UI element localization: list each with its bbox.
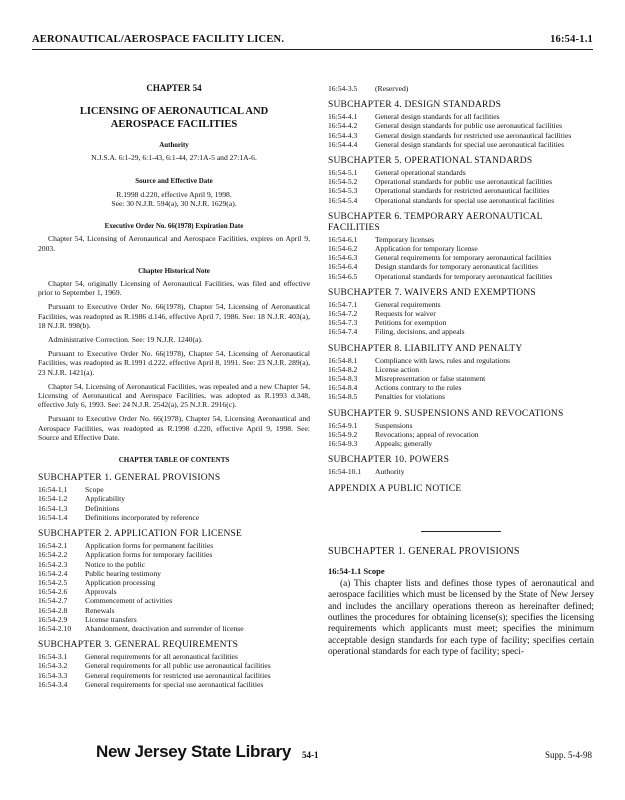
toc-subchapter-heading: SUBCHAPTER 10. POWERS: [328, 455, 450, 466]
toc-entry: [38, 560, 310, 569]
toc-entry-title: General design standards for all facilities: [375, 112, 500, 122]
toc-subchapter-heading: SUBCHAPTER 1. GENERAL PROVISIONS: [38, 473, 221, 484]
toc-entry-title: Compliance with laws, rules and regulations: [375, 355, 510, 365]
toc-entry: [328, 467, 594, 476]
chapter-title-line1: LICENSING OF AERONAUTICAL AND: [79, 106, 269, 118]
toc-entry-title: Approvals: [85, 587, 117, 597]
library-stamp: New Jersey State Library: [96, 742, 292, 761]
toc-entry-number: 16:54-8.2: [328, 364, 358, 374]
authority-text: N.J.S.A. 6:1-29, 6:1-43, 6:1-44, 27:1A-5 and 27:1A-6.: [91, 153, 257, 163]
toc-entry: [38, 680, 310, 689]
toc-entry-number: 16:54-1.3: [38, 503, 68, 513]
running-header: [32, 34, 593, 45]
history-heading: Chapter Historical Note: [138, 266, 210, 275]
toc-entry: [328, 112, 594, 121]
toc-entry-title: Actions contrary to the rules: [375, 383, 462, 393]
toc-entry: [328, 84, 594, 93]
supplement-date: Supp. 5-4-98: [545, 750, 592, 760]
toc-entry: [328, 421, 594, 430]
toc-entry: [38, 504, 310, 513]
toc-entry: [328, 244, 594, 253]
toc-entry-number: 16:54-5.2: [328, 177, 358, 187]
toc-entry-title: Operational standards for special use aeronautical facilities: [375, 195, 555, 205]
toc-entry-title: Abandonment, deactivation and surrender of license: [85, 623, 244, 633]
toc-entry-number: 16:54-4.2: [328, 121, 358, 131]
toc-subchapter-heading: SUBCHAPTER 9. SUSPENSIONS AND REVOCATIONS: [328, 408, 564, 419]
body-paragraph: (a) This chapter lists and defines those types of aeronautical and aerospace facilities which must be licensed by the State of New Jersey and includes the ancillary operations thereon as hereinafter defined; outlines the procedures for obtaining license(s); specifies the licensing requirements which applicants must meet; specifies the minimum acceptable design standards for each type of facility; specifies certain operational standards for each type of facility; speci-: [328, 578, 594, 658]
toc-entry-title: General requirements for all aeronautical facilities: [85, 652, 238, 662]
toc-subchapter-heading: SUBCHAPTER 2. APPLICATION FOR LICENSE: [38, 529, 243, 540]
body-subchapter-heading: SUBCHAPTER 1. GENERAL PROVISIONS: [328, 546, 520, 558]
toc-entry-title: Authority: [375, 467, 405, 477]
toc-entry-title: Operational standards for restricted aeronautical facilities: [375, 186, 550, 196]
toc-entry-title: Renewals: [85, 605, 115, 615]
toc-entry-title: Design standards for temporary aeronautical facilities: [375, 262, 538, 272]
toc-entry-title: General design standards for restricted use aeronautical facilities: [375, 130, 572, 140]
toc-entry: [38, 494, 310, 503]
toc-entry-title: General requirements for all public use aeronautical facilities: [85, 661, 271, 671]
toc-entry-title: Temporary licenses: [375, 234, 435, 244]
history-paragraph: Chapter 54, Licensing of Aeronautical Facilities, was repealed and a new Chapter 54, Licensing of Aeronautical and Aerospace Facilities, was adopted as R.1993 d.348, effective July 6, 1993. See: 24 N.J.R. 2542(a), 25 N.J.R. 2916(c).: [38, 381, 310, 410]
toc-entry-number: 16:54-6.3: [328, 253, 358, 263]
toc-entry-number: 16:54-2.5: [38, 577, 68, 587]
toc-entry-title: Petitions for exemption: [375, 318, 447, 328]
header-rule: [32, 49, 593, 50]
toc-left-list: [38, 473, 310, 689]
toc-entry: [328, 318, 594, 327]
toc-entry-title: General requirements for restricted use aeronautical facilities: [85, 670, 271, 680]
toc-entry: [328, 327, 594, 336]
toc-entry-number: 16:54-3.3: [38, 670, 68, 680]
chapter-label: CHAPTER 54: [146, 83, 202, 93]
toc-entry-number: 16:54-8.5: [328, 392, 358, 402]
toc-entry: [328, 392, 594, 401]
toc-entry-number: 16:54-1.4: [38, 512, 68, 522]
history-paragraph: Pursuant to Executive Order No. 66(1978), Chapter 54, Licensing of Aeronautical Facilities, was readopted as R.1991 d.222, effective April 8, 1991. See: 23 N.J.R. 289(a), 23 N.J.R. 1421(a).: [38, 349, 310, 377]
toc-entry-title: Operational standards for temporary aeronautical facilities: [375, 271, 553, 281]
right-column: [328, 84, 594, 659]
toc-entry-title: Application forms for temporary facilities: [85, 550, 213, 560]
toc-title: CHAPTER TABLE OF CONTENTS: [118, 456, 230, 465]
toc-entry-title: Application processing: [85, 577, 156, 587]
toc-entry-title: General operational standards: [375, 168, 466, 178]
toc-entry-number: 16:54-1.1: [38, 485, 68, 495]
toc-entry: [328, 356, 594, 365]
header-section-number: 16:54-1.1: [550, 34, 593, 45]
toc-entry-number: 16:54-7.4: [328, 327, 358, 337]
toc-entry: [328, 235, 594, 244]
toc-entry-title: General design standards for public use aeronautical facilities: [375, 121, 563, 131]
toc-entry-title: Definitions: [85, 503, 120, 513]
toc-entry-number: 16:54-8.1: [328, 355, 358, 365]
toc-entry: [38, 485, 310, 494]
toc-entry-title: License action: [375, 364, 420, 374]
history-paragraph: Chapter 54, originally Licensing of Aeronautical Facilities, was filed and effective prior to September 1, 1969.: [38, 279, 310, 298]
toc-entry-title: Filing, decisions, and appeals: [375, 327, 465, 337]
toc-entry: [328, 186, 594, 195]
toc-entry: [328, 121, 594, 130]
expiration-text: Chapter 54, Licensing of Aeronautical and Aerospace Facilities, expires on April 9, 2003.: [38, 234, 310, 253]
history-note: [38, 279, 310, 442]
toc-entry-title: Penalties for violations: [375, 392, 446, 402]
toc-entry-number: 16:54-2.8: [38, 605, 68, 615]
toc-entry-title: General requirements for temporary aeronautical facilities: [375, 253, 552, 263]
toc-entry: [38, 615, 310, 624]
toc-entry-number: 16:54-4.4: [328, 139, 358, 149]
toc-entry: [38, 550, 310, 559]
toc-entry: [328, 439, 594, 448]
toc-subchapter-heading: SUBCHAPTER 4. DESIGN STANDARDS: [328, 100, 502, 111]
toc-entry: [38, 624, 310, 633]
toc-entry-number: 16:54-2.4: [38, 568, 68, 578]
toc-entry-number: 16:54-7.2: [328, 309, 358, 319]
toc-entry: [328, 177, 594, 186]
toc-entry-number: 16:54-8.3: [328, 374, 358, 384]
toc-entry: [38, 587, 310, 596]
toc-entry-number: 16:54-7.3: [328, 318, 358, 328]
toc-entry-number: 16:54-6.2: [328, 244, 358, 254]
toc-entry-number: 16:54-5.1: [328, 168, 358, 178]
toc-entry-number: 16:54-5.4: [328, 195, 358, 205]
toc-entry: [328, 300, 594, 309]
toc-subchapter-heading: SUBCHAPTER 3. GENERAL REQUIREMENTS: [38, 640, 239, 651]
toc-entry-number: 16:54-4.1: [328, 112, 358, 122]
toc-entry-title: Definitions incorporated by reference: [85, 512, 200, 522]
toc-entry: [328, 383, 594, 392]
toc-entry: [328, 131, 594, 140]
toc-entry-title: General requirements: [375, 299, 441, 309]
toc-right-list: [328, 100, 594, 476]
toc-entry: [328, 374, 594, 383]
toc-subchapter-heading: SUBCHAPTER 5. OPERATIONAL STANDARDS: [328, 156, 533, 167]
toc-entry-number: 16:54-2.10: [38, 623, 72, 633]
toc-entry-number: 16:54-10.1: [328, 467, 362, 477]
toc-entry: [38, 661, 310, 670]
toc-entry: [328, 430, 594, 439]
toc-entry-number: 16:54-9.3: [328, 439, 358, 449]
source-heading: Source and Effective Date: [135, 176, 213, 185]
toc-entry: [328, 140, 594, 149]
toc-entry: [328, 262, 594, 271]
toc-entry-number: 16:54-6.5: [328, 271, 358, 281]
toc-entry-number: 16:54-2.7: [38, 596, 68, 606]
toc-entry-number: 16:54-8.4: [328, 383, 358, 393]
history-paragraph: Pursuant to Executive Order No. 66(1978), Chapter 54, Licensing Aeronautical and Aerospace Facilities, was readopted as R.1998 d.220, effective April 9, 1998. See: Source and Effective Date.: [38, 414, 310, 442]
toc-subchapter-heading: SUBCHAPTER 7. WAIVERS AND EXEMPTIONS: [328, 287, 536, 298]
toc-entry: [38, 578, 310, 587]
chapter-title: [38, 105, 310, 131]
toc-subchapter-heading: SUBCHAPTER 8. LIABILITY AND PENALTY: [328, 343, 523, 354]
toc-entry-title: Application forms for permanent facilities: [85, 541, 214, 551]
toc-entry-title: Commencement of activities: [85, 596, 173, 606]
toc-entry-number: 16:54-9.1: [328, 420, 358, 430]
toc-entry-number: 16:54-7.1: [328, 299, 358, 309]
toc-entry: [328, 168, 594, 177]
history-paragraph: Pursuant to Executive Order No. 66(1978), Chapter 54, Licensing of Aeronautical Facilities, was readopted as R.1986 d.146, effective April 7, 1986. See: 18 N.J.R. 403(a), 18 N.J.R. 998(b).: [38, 302, 310, 330]
section-divider: [421, 531, 501, 532]
toc-entry-title: Applicability: [85, 494, 126, 504]
toc-entry-number: 16:54-2.6: [38, 587, 68, 597]
toc-entry-title: Operational standards for public use aeronautical facilities: [375, 177, 553, 187]
toc-entry-title: Appeals; generally: [375, 439, 433, 449]
toc-entry-title: Public hearing testimony: [85, 568, 161, 578]
toc-entry-title: Scope: [85, 485, 104, 495]
toc-entry: [328, 196, 594, 205]
toc-entry-number: 16:54-2.9: [38, 614, 68, 624]
toc-entry-number: 16:54-6.1: [328, 234, 358, 244]
toc-entry-title: License transfers: [85, 614, 137, 624]
header-title: AERONAUTICAL/AEROSPACE FACILITY LICEN.: [32, 34, 285, 45]
toc-entry-number: 16:54-2.1: [38, 541, 68, 551]
toc-entry-number: 16:54-2.2: [38, 550, 68, 560]
toc-entry: [38, 569, 310, 578]
toc-entry-title: Requests for waiver: [375, 309, 436, 319]
toc-entry-number: 16:54-3.5: [328, 84, 358, 93]
toc-entry-number: 16:54-2.3: [38, 559, 68, 569]
toc-entry: [328, 272, 594, 281]
left-column: [38, 58, 310, 689]
toc-entry: [38, 596, 310, 605]
body-section-heading: 16:54-1.1 Scope: [328, 566, 385, 577]
toc-entry-title: Application for temporary license: [375, 244, 478, 254]
toc-subchapter-heading: SUBCHAPTER 6. TEMPORARY AERONAUTICAL FACILITIES: [328, 211, 543, 233]
toc-entry-title: General requirements for special use aeronautical facilities: [85, 679, 264, 689]
toc-entry-number: 16:54-3.1: [38, 652, 68, 662]
toc-entry: [38, 513, 310, 522]
toc-entry-title: Suspensions: [375, 420, 413, 430]
source-line2: See: 30 N.J.R. 594(a), 30 N.J.R. 1629(a).: [111, 199, 237, 209]
toc-entry-title: Misrepresentation or false statement: [375, 374, 486, 384]
toc-entry: [38, 652, 310, 661]
toc-entry-number: 16:54-5.3: [328, 186, 358, 196]
toc-entry-title: (Reserved): [375, 84, 409, 93]
toc-entry-title: Notice to the public: [85, 559, 146, 569]
toc-entry-title: General design standards for special use aeronautical facilities: [375, 139, 565, 149]
toc-entry-number: 16:54-9.2: [328, 429, 358, 439]
chapter-title-line2: AEROSPACE FACILITIES: [110, 119, 238, 131]
toc-entry-number: 16:54-3.2: [38, 661, 68, 671]
toc-entry: [328, 253, 594, 262]
history-paragraph: Administrative Correction. See: 19 N.J.R. 1240(a).: [48, 335, 203, 345]
appendix-entry: APPENDIX A PUBLIC NOTICE: [328, 484, 462, 495]
page-number: 54-1: [302, 750, 319, 760]
toc-entry: [328, 365, 594, 374]
toc-entry: [38, 541, 310, 550]
source-line1: R.1998 d.220, effective April 9, 1998.: [116, 189, 232, 199]
toc-entry: [38, 606, 310, 615]
authority-heading: Authority: [159, 141, 189, 150]
toc-entry: [328, 309, 594, 318]
toc-entry-number: 16:54-6.4: [328, 262, 358, 272]
toc-entry: [38, 671, 310, 680]
expiration-heading: Executive Order No. 66(1978) Expiration Date: [104, 222, 244, 231]
toc-entry-number: 16:54-4.3: [328, 130, 358, 140]
toc-entry-number: 16:54-3.4: [38, 679, 68, 689]
toc-entry-number: 16:54-1.2: [38, 494, 68, 504]
toc-entry-title: Revocations; appeal of revocation: [375, 429, 479, 439]
